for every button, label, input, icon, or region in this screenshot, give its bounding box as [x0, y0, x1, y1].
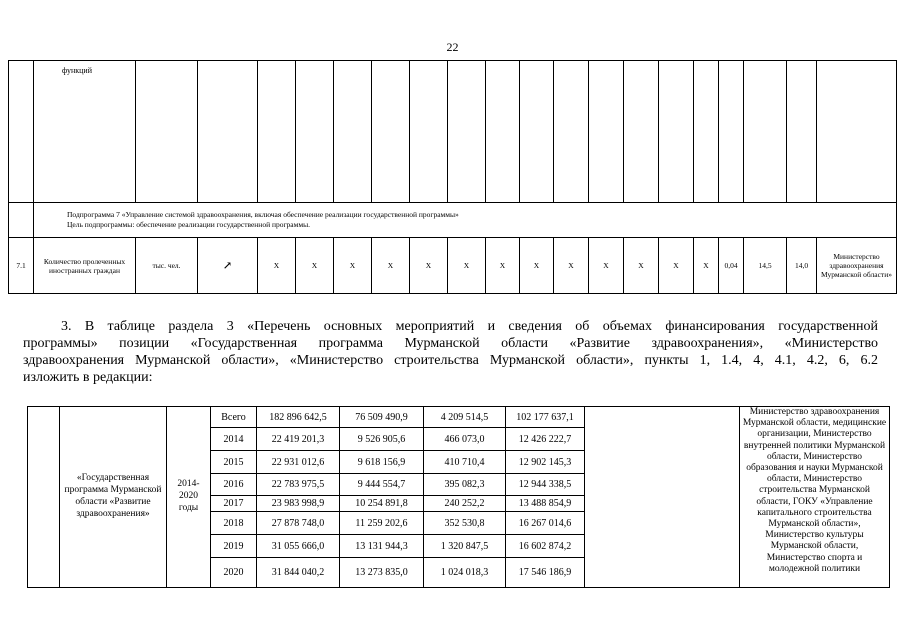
subprogram-title: Подпрограмма 7 «Управление системой здравоохранения, включая обеспечение реализации государственной программы» — [67, 210, 459, 220]
regional-cell: 4 209 514,5 — [424, 407, 506, 428]
other-cell: 16 267 014,6 — [506, 512, 585, 535]
paragraph-line: программы» позиции «Государственная программа Мурманской области «Развитие здравоохранения», «Министерство — [23, 336, 878, 351]
year-cell: 2017 — [211, 496, 257, 512]
x-cell: X — [624, 238, 659, 294]
x-cell: X — [258, 238, 296, 294]
federal-cell: 11 259 202,6 — [340, 512, 424, 535]
paragraph-line: здравоохранения Мурманской области», «Министерство строительства Мурманской области», пункты 1, 1.4, 4, 4.1, 4.2, 6, 6.2 — [23, 353, 878, 368]
value-cell: 0,04 — [719, 238, 744, 294]
executors-cell: Министерство здравоохранения Мурманской области, медицинские организации, Министерство внутренней политики Мурманской области, Министерство образования и науки Мурманской области, Министерство строительства Мурманской области, ГОКУ «Управление капитального строительства Мурманской области», Министерство культуры Мурманской области, Министерство спорта и молодежной политики — [740, 407, 890, 588]
other-cell: 12 902 145,3 — [506, 451, 585, 474]
federal-cell: 13 131 944,3 — [340, 535, 424, 558]
program-name: «Государственная программа Мурманской области «Развитие здравоохранения» — [60, 407, 167, 588]
total-cell: 22 931 012,6 — [257, 451, 340, 474]
x-cell: X — [554, 238, 589, 294]
federal-cell: 76 509 490,9 — [340, 407, 424, 428]
total-cell: 23 983 998,9 — [257, 496, 340, 512]
x-cell: X — [448, 238, 486, 294]
indicators-table — [8, 60, 897, 294]
page-number: 22 — [446, 40, 459, 54]
year-cell: 2014 — [211, 428, 257, 451]
other-cell: 102 177 637,1 — [506, 407, 585, 428]
program-period: 2014- 2020 годы — [167, 407, 211, 588]
x-cell: X — [589, 238, 624, 294]
year-cell: 2015 — [211, 451, 257, 474]
arrow-up-right-icon: ↗ — [222, 260, 233, 272]
table-row — [9, 61, 897, 203]
table-row — [28, 407, 890, 428]
total-cell: 22 783 975,5 — [257, 474, 340, 496]
year-cell: 2020 — [211, 558, 257, 588]
year-cell: 2018 — [211, 512, 257, 535]
unit-cell: тыс. чел. — [136, 238, 198, 294]
regional-cell: 1 320 847,5 — [424, 535, 506, 558]
regional-cell: 352 530,8 — [424, 512, 506, 535]
x-cell: X — [372, 238, 410, 294]
other-cell: 12 426 222,7 — [506, 428, 585, 451]
total-cell: 31 844 040,2 — [257, 558, 340, 588]
row-number: 7.1 — [9, 238, 34, 294]
paragraph-line: 3. В таблице раздела 3 «Перечень основных мероприятий и сведения об объемах финансирования государственной — [61, 319, 878, 334]
federal-cell: 10 254 891,8 — [340, 496, 424, 512]
other-cell: 12 944 338,5 — [506, 474, 585, 496]
regional-cell: 1 024 018,3 — [424, 558, 506, 588]
x-cell: X — [520, 238, 554, 294]
value-cell: 14,0 — [787, 238, 817, 294]
amendment-paragraph — [23, 318, 878, 386]
total-cell: 27 878 748,0 — [257, 512, 340, 535]
subprogram-cell — [34, 203, 897, 238]
regional-cell: 395 082,3 — [424, 474, 506, 496]
x-cell: X — [296, 238, 334, 294]
regional-cell: 240 252,2 — [424, 496, 506, 512]
indicator-row — [9, 238, 897, 294]
value-cell: 14,5 — [744, 238, 787, 294]
subprogram-row — [9, 203, 897, 238]
financing-table — [27, 406, 890, 588]
federal-cell: 13 273 835,0 — [340, 558, 424, 588]
x-cell: X — [694, 238, 719, 294]
year-cell: 2016 — [211, 474, 257, 496]
function-cell: функций — [34, 61, 136, 203]
paragraph-line: изложить в редакции: — [23, 370, 153, 385]
regional-cell: 410 710,4 — [424, 451, 506, 474]
x-cell: X — [410, 238, 448, 294]
x-cell: X — [659, 238, 694, 294]
year-cell: 2019 — [211, 535, 257, 558]
total-cell: 182 896 642,5 — [257, 407, 340, 428]
other-cell: 16 602 874,2 — [506, 535, 585, 558]
regional-cell: 466 073,0 — [424, 428, 506, 451]
year-cell: Всего — [211, 407, 257, 428]
indicator-name: Количество пролеченных иностранных граждан — [34, 238, 136, 294]
total-cell: 31 055 666,0 — [257, 535, 340, 558]
x-cell: X — [486, 238, 520, 294]
federal-cell: 9 526 905,6 — [340, 428, 424, 451]
responsible-cell: Министерство здравоохранения Мурманской области» — [817, 238, 897, 294]
other-cell: 13 488 854,9 — [506, 496, 585, 512]
other-cell: 17 546 186,9 — [506, 558, 585, 588]
subprogram-goal: Цель подпрограммы: обеспечение реализации государственной программы. — [67, 220, 311, 229]
federal-cell: 9 618 156,9 — [340, 451, 424, 474]
federal-cell: 9 444 554,7 — [340, 474, 424, 496]
x-cell: X — [334, 238, 372, 294]
total-cell: 22 419 201,3 — [257, 428, 340, 451]
